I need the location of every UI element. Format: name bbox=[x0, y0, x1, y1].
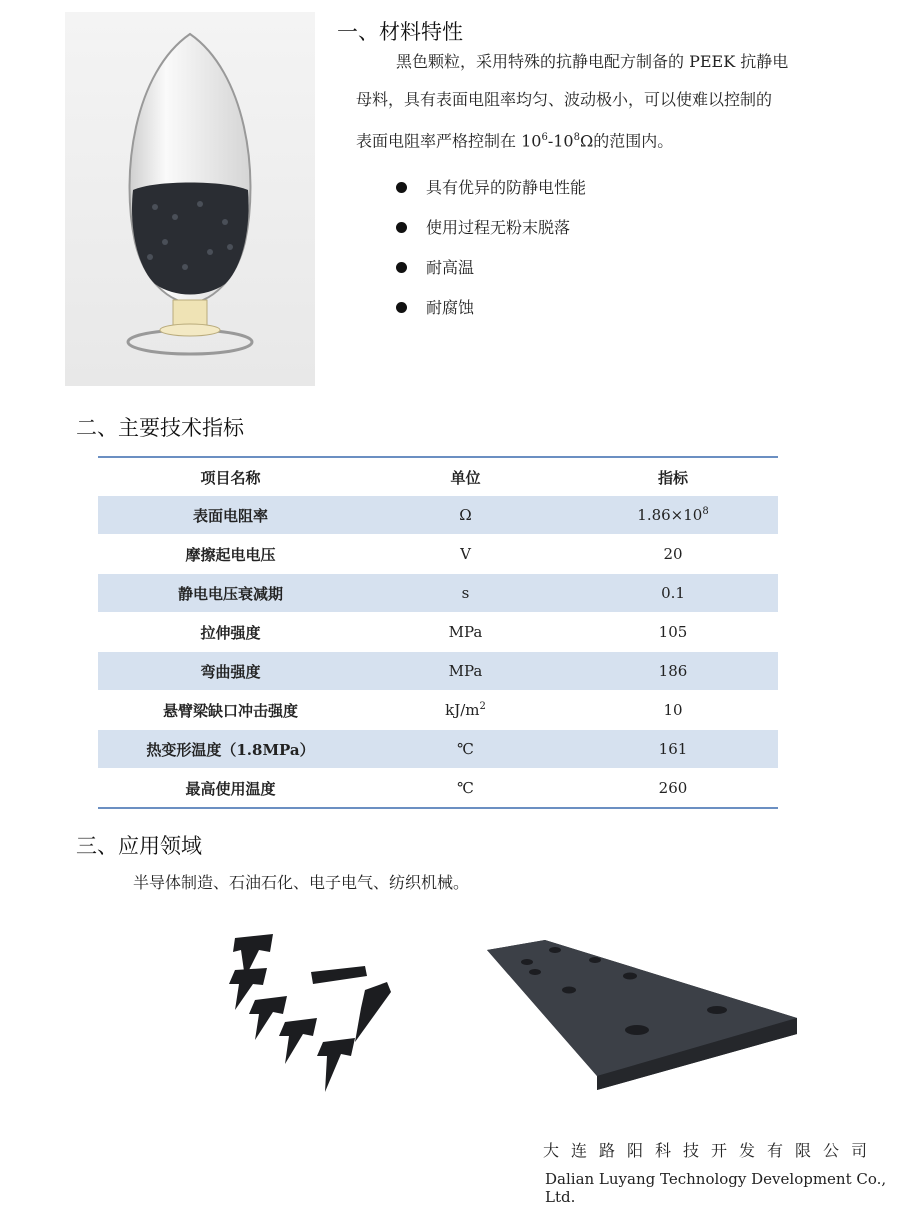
row-name: 热变形温度（1.8MPa） bbox=[98, 730, 363, 769]
row-value: 0.1 bbox=[568, 574, 778, 613]
description-line-3-pre: 表面电阻率严格控制在 10 bbox=[356, 131, 542, 151]
section3-heading: 三、应用领域 bbox=[76, 834, 202, 858]
exponent-6: 6 bbox=[541, 132, 548, 143]
row-unit: ℃ bbox=[363, 769, 568, 809]
row-unit: MPa bbox=[363, 613, 568, 652]
row-unit: ℃ bbox=[363, 730, 568, 769]
row-value-exponent: 8 bbox=[702, 506, 709, 517]
column-header-item: 项目名称 bbox=[200, 468, 261, 487]
table-row bbox=[98, 691, 778, 730]
description-line-3-post: Ω的范围内。 bbox=[579, 131, 674, 151]
row-name: 表面电阻率 bbox=[98, 496, 363, 535]
company-name-cn: 大连路阳科技开发有限公司 bbox=[543, 1141, 880, 1160]
row-name: 拉伸强度 bbox=[98, 613, 363, 652]
feature-label: 使用过程无粉末脱落 bbox=[426, 218, 571, 237]
table-row bbox=[98, 730, 778, 769]
row-value: 105 bbox=[568, 613, 778, 652]
spec-table bbox=[98, 456, 778, 809]
feature-list bbox=[390, 168, 586, 328]
bullet-icon bbox=[396, 302, 407, 313]
section1-heading: 一、材料特性 bbox=[337, 20, 463, 44]
table-row bbox=[98, 574, 778, 613]
bullet-icon bbox=[396, 262, 407, 273]
row-unit: Ω bbox=[363, 496, 568, 535]
feature-item bbox=[390, 248, 586, 288]
nozzle-parts-photo bbox=[215, 930, 425, 1100]
table-row bbox=[98, 613, 778, 652]
row-name: 最高使用温度 bbox=[98, 769, 363, 809]
feature-item bbox=[390, 208, 586, 248]
row-name: 悬臂梁缺口冲击强度 bbox=[98, 691, 363, 730]
company-name-en: Dalian Luyang Technology Development Co., Ltd. bbox=[545, 1170, 887, 1206]
row-value: 10 bbox=[568, 691, 778, 730]
feature-label: 耐高温 bbox=[426, 258, 475, 277]
row-value: 186 bbox=[568, 652, 778, 691]
description-line-2: 母料，具有表面电阻率均匀、波动极小，可以使难以控制的 bbox=[356, 90, 773, 109]
row-value bbox=[568, 496, 778, 535]
exponent-8: 8 bbox=[573, 132, 580, 143]
row-name: 摩擦起电电压 bbox=[98, 535, 363, 574]
row-unit-exponent: 2 bbox=[479, 701, 486, 712]
row-value: 161 bbox=[568, 730, 778, 769]
row-unit bbox=[363, 691, 568, 730]
row-value-base: 1.86×10 bbox=[637, 506, 703, 524]
description-line-3-mid: -10 bbox=[547, 131, 574, 151]
section2-heading: 二、主要技术指标 bbox=[76, 416, 244, 440]
row-unit-base: kJ/m bbox=[445, 701, 480, 719]
application-text: 半导体制造、石油石化、电子电气、纺织机械。 bbox=[133, 873, 470, 892]
row-unit: MPa bbox=[363, 652, 568, 691]
feature-item bbox=[390, 168, 586, 208]
bullet-icon bbox=[396, 182, 407, 193]
column-header-unit: 单位 bbox=[450, 468, 481, 487]
material-description bbox=[356, 43, 876, 160]
row-unit: s bbox=[363, 574, 568, 613]
description-line-1: 黑色颗粒，采用特殊的抗静电配方制备的 PEEK 抗静电 bbox=[396, 52, 789, 71]
feature-label: 耐腐蚀 bbox=[426, 298, 475, 317]
table-row bbox=[98, 652, 778, 691]
table-header-row bbox=[98, 457, 778, 496]
row-unit: V bbox=[363, 535, 568, 574]
feature-item bbox=[390, 288, 586, 328]
column-header-value: 指标 bbox=[657, 468, 688, 487]
table-row bbox=[98, 535, 778, 574]
description-line-3 bbox=[356, 119, 876, 160]
row-name: 静电电压衰减期 bbox=[98, 574, 363, 613]
row-name: 弯曲强度 bbox=[98, 652, 363, 691]
row-value: 20 bbox=[568, 535, 778, 574]
table-row bbox=[98, 496, 778, 535]
feature-label: 具有优异的防静电性能 bbox=[426, 178, 587, 197]
bullet-icon bbox=[396, 222, 407, 233]
pellet-vial-photo bbox=[65, 12, 315, 386]
row-value: 260 bbox=[568, 769, 778, 809]
table-row bbox=[98, 769, 778, 809]
antistatic-plate-photo bbox=[485, 938, 805, 1096]
